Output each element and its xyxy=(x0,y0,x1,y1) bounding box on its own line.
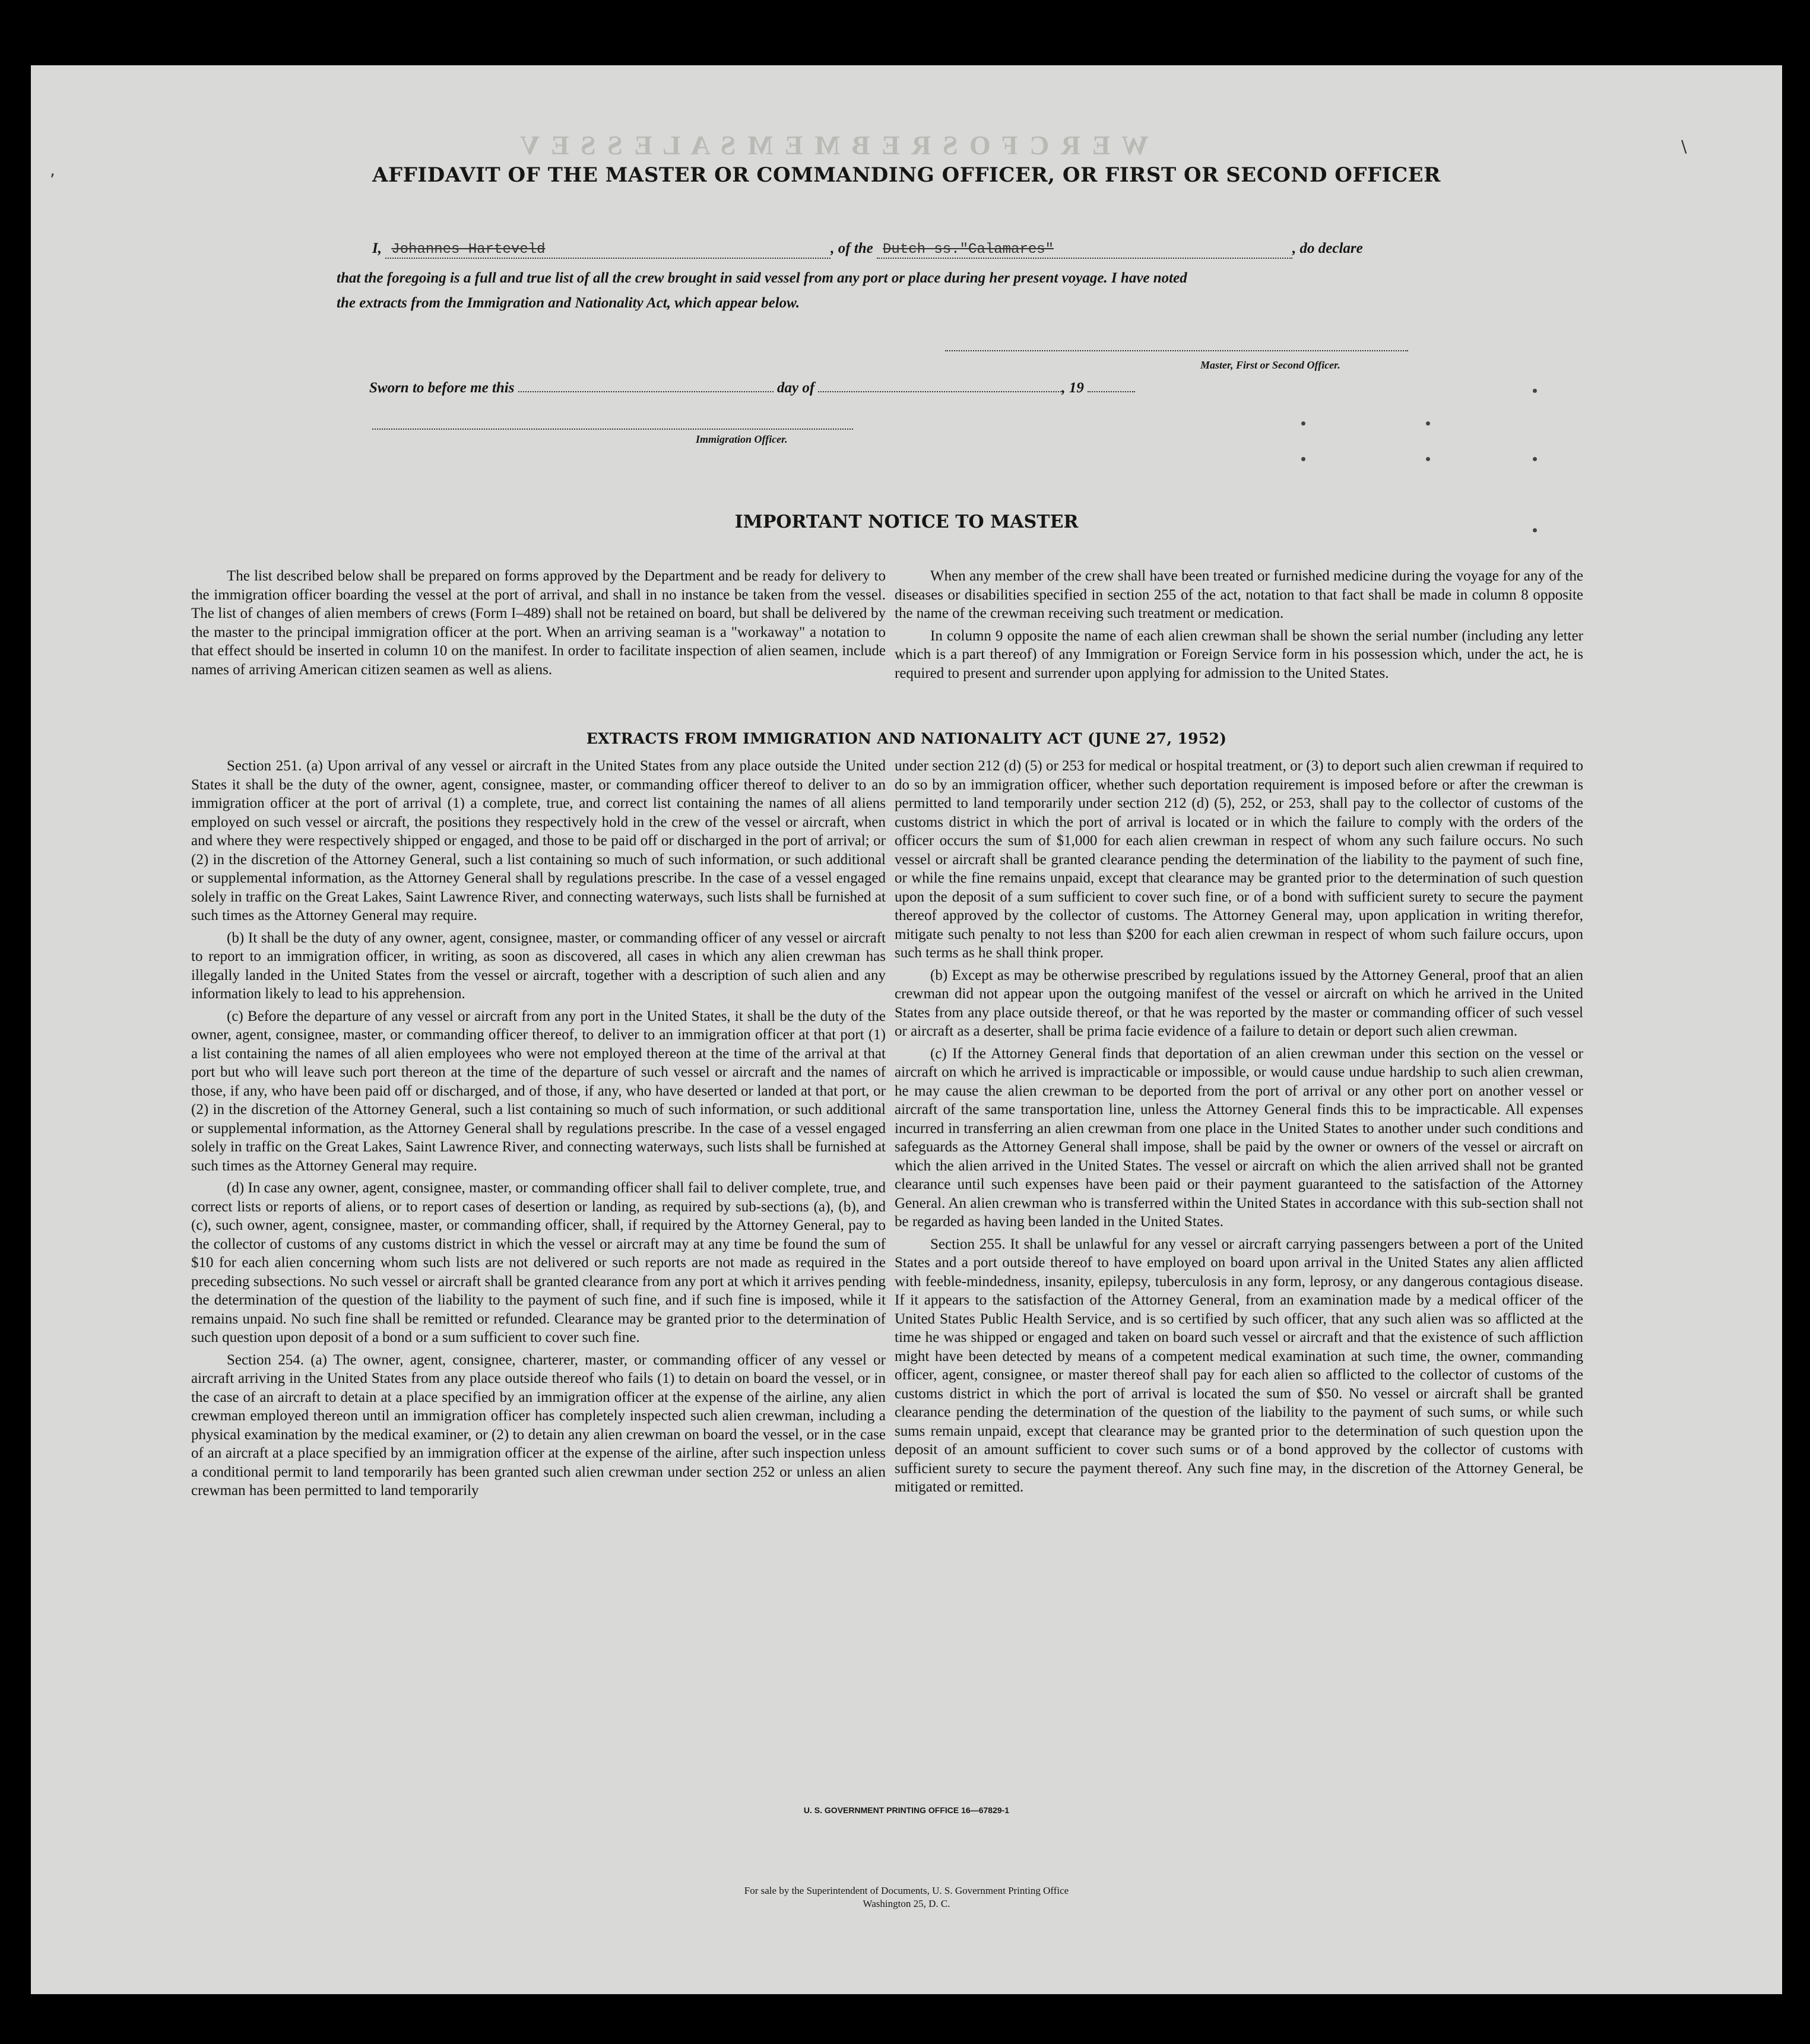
vessel-name-field[interactable]: Dutch ss."Calamares" xyxy=(877,242,1292,259)
declaration-line xyxy=(372,240,1363,259)
footer-line-1: For sale by the Superintendent of Documents, U. S. Government Printing Office xyxy=(744,1885,1069,1896)
bleed-dot xyxy=(1301,421,1305,426)
sworn-day-field[interactable] xyxy=(518,391,774,392)
margin-mark: , xyxy=(50,160,55,180)
footer-line-2: Washington 25, D. C. xyxy=(863,1898,950,1909)
immigration-officer-caption: Immigration Officer. xyxy=(696,433,788,445)
extract-left-251d: (d) In case any owner, agent, consignee, master, or commanding officer shall fail to deliver complete, true, and correct lists or reports of aliens, or to report cases of desertion or landing, as required by sub-sections (a), (b), and (c), such owner, agent, consignee, master, or commanding officer, shall, if required by the Attorney General, pay to the collector of customs of any customs district in which the vessel or aircraft may at any time be found the sum of $10 for each alien concerning whom such lists are not delivered or such reports are not made as required in the preceding subsections. No such vessel or aircraft shall be granted clearance from any port at which it arrives pending the determination of the question of the liability to the payment of such fine, and if such fine is imposed, while it remains unpaid. No such fine shall be remitted or refunded. Clearance may be granted prior to the determination of such question upon deposit of a bond or a sum sufficient to cover such fine. xyxy=(191,1180,886,1345)
notice-right-column xyxy=(895,567,1583,686)
extract-left-251a: Section 251. (a) Upon arrival of any vessel or aircraft in the United States from any place outside the United States it shall be the duty of the owner, agent, consignee, master, or commanding officer thereof to deliver to an immigration officer at the port of arrival (1) a complete, true, and correct list containing the names of all aliens employed on such vessel or aircraft, the positions they respectively hold in the crew of the vessel or aircraft, when and where they were respectively shipped or engaged, and those to be paid off or discharged in the port of arrival; or (2) in the discretion of the Attorney General, such a list containing so much of such information, or such additional or supplemental information, as the Attorney General shall by regulations prescribe. In the case of a vessel engaged solely in traffic on the Great Lakes, Saint Lawrence River, and connecting waterways, such lists shall be furnished at such times as the Attorney General may require. xyxy=(191,758,886,923)
notice-left-paragraph: The list described below shall be prepared on forms approved by the Department and be ready for delivery to the immigration officer boarding the vessel at the port of arrival, and shall in no instance be taken from the vessel. The list of changes of alien members of crews (Form I–489) shall not be retained on board, but shall be delivered by the master to the principal immigration officer at the port. When an arriving seaman is a "workaway" a notation to that effect should be inserted in column 10 on the manifest. In order to facilitate inspection of alien seamen, include names of arriving American citizen seamen as well as aliens. xyxy=(191,568,886,678)
statement-line-1: that the foregoing is a full and true list of all the crew brought in said vessel from any port or place during her present voyage. I have noted xyxy=(337,270,1187,286)
notice-left-column xyxy=(191,567,886,683)
immigration-officer-signature-line[interactable] xyxy=(372,429,853,430)
extract-left-251c: (c) Before the departure of any vessel or aircraft from any port in the United States, it shall be the duty of the owner, agent, consignee, master, or commanding officer thereof, to deliver to an immigration officer at that port (1) a list containing the names of all alien employees who were not employed thereon at the time of the arrival at that port but who will leave such port thereon at the time of the departure of such vessel or aircraft and the names of those, if any, who have been paid off or discharged, and of those, if any, who have deserted or landed at that port, or (2) in the discretion of the Attorney General, such a list containing so much of such information, or such additional or supplemental information, as the Attorney General shall by regulations prescribe. In the case of a vessel engaged solely in traffic on the Great Lakes, Saint Lawrence River, and connecting waterways, such lists shall be furnished at such times as the Attorney General may require. xyxy=(191,1008,886,1174)
day-of-label: day of xyxy=(776,380,815,396)
notice-right-paragraph-1: When any member of the crew shall have been treated or furnished medicine during the voyage for any of the diseases or disabilities specified in section 255 of the act, notation to that fact shall be made in column 8 opposite the name of the crewman receiving such treatment or medication. xyxy=(895,568,1583,621)
extracts-left-column xyxy=(191,757,886,1504)
sworn-year-field[interactable] xyxy=(1088,391,1135,392)
year-prefix: , 19 xyxy=(1061,380,1084,396)
sworn-month-field[interactable] xyxy=(818,391,1061,392)
bleed-dot xyxy=(1426,421,1430,426)
extract-right-255: Section 255. It shall be unlawful for any vessel or aircraft carrying passengers between a port of the United States and a port outside thereof to have employed on board upon arrival in the United States any alien afflicted with feeble-mindedness, insanity, epilepsy, tuberculosis in any form, leprosy, or any dangerous contagious disease. If it appears to the satisfaction of the Attorney General, from an examination made by a medical officer of the United States Public Health Service, and is so certified by such officer, that any such alien was so afflicted at the time he was shipped or engaged and taken on board such vessel or aircraft and that the existence of such affliction might have been detected by means of a competent medical examination at such time, the owner, commanding officer, agent, consignee, or master thereof shall pay for each alien so afflicted to the collector of customs of the customs district in which the port of arrival is located the sum of $50. No vessel or aircraft shall be granted clearance pending the determination of the question of the liability to the payment of such sums, or while such sums remain unpaid, except that clearance may be granted prior to the determination of such question upon the deposit of an amount sufficient to cover such sums or of a bond approved by the collector of customs with sufficient surety to secure the payment thereof. Any such fine may, in the discretion of the Attorney General, be mitigated or remitted. xyxy=(895,1236,1583,1495)
declare-prefix: I, xyxy=(372,240,382,256)
notice-heading: IMPORTANT NOTICE TO MASTER xyxy=(734,512,1079,532)
master-name-field[interactable]: Johannes Harteveld xyxy=(385,242,830,259)
extract-left-251b: (b) It shall be the duty of any owner, agent, consignee, master, or commanding officer of any vessel or aircraft to report to an immigration officer, in writing, as soon as discovered, all cases in which any alien crewman has illegally landed in the United States from the vessel or aircraft, together with a description of such alien and any information likely to lead to his apprehension. xyxy=(191,929,886,1002)
of-the-label: , of the xyxy=(830,240,873,256)
extract-right-254c: (c) If the Attorney General finds that deportation of an alien crewman under this section on the vessel or aircraft on which he arrived is impracticable or impossible, or would cause undue hardship to such alien crewman, he may cause the alien crewman to be deported from the port of arrival or any other port on another vessel or aircraft of the same transportation line, unless the Attorney General finds this to be impracticable. All expenses incurred in transferring an alien crewman from one place in the United States to another under such conditions and safeguards as the Attorney General shall impose, shall be paid by the owner or owners of the vessel or aircraft on which the alien arrived in the United States. The vessel or aircraft on which the alien arrived shall not be granted clearance until such expenses have been paid or their payment guaranteed to the satisfaction of the Attorney General. An alien crewman who is transferred within the United States in accordance with this sub-section shall not be regarded as having been landed in the United States. xyxy=(895,1045,1583,1230)
extract-left-254a: Section 254. (a) The owner, agent, consignee, charterer, master, or commanding officer of any vessel or aircraft arriving in the United States from any place outside thereof who fails (1) to detain on board the vessel, or in the case of an aircraft to detain at a place specified by an immigration officer at the expense of the airline, any alien crewman employed thereon until an immigration officer has completely inspected such alien crewman, including a physical examination by the medical examiner, or (2) to detain any alien crewman on board the vessel, or in the case of an aircraft at a place specified by an immigration officer at the expense of the airline, after such inspection unless a conditional permit to land temporarily has been granted such alien crewman under section 252 or unless an alien crewman has been permitted to land temporarily xyxy=(191,1351,886,1499)
bleed-dot xyxy=(1533,457,1537,461)
statement-line-2: the extracts from the Immigration and Nationality Act, which appear below. xyxy=(337,295,800,311)
master-signature-line[interactable] xyxy=(945,350,1408,351)
sworn-prefix: Sworn to before me this xyxy=(369,380,515,396)
printing-office-code: U. S. GOVERNMENT PRINTING OFFICE 16—67829-1 xyxy=(803,1805,1010,1815)
affidavit-title: AFFIDAVIT OF THE MASTER OR COMMANDING OFFICER, OR FIRST OR SECOND OFFICER xyxy=(372,163,1441,187)
margin-mark: \ xyxy=(1681,137,1687,156)
bleed-dot xyxy=(1426,457,1430,461)
bleed-dot xyxy=(1301,457,1305,461)
bleed-through-marks: W E R C F O S R E B M E M S A L E S S E V xyxy=(518,130,1149,160)
notice-right-paragraph-2: In column 9 opposite the name of each alien crewman shall be shown the serial number (including any letter which is a part thereof) of any Immigration or Foreign Service form in his possession which, under the act, he is required to present and surrender upon applying for admission to the United States. xyxy=(895,627,1583,681)
document-page xyxy=(31,65,1782,1994)
extracts-right-column xyxy=(895,757,1583,1500)
master-caption: Master, First or Second Officer. xyxy=(1200,359,1340,371)
footer xyxy=(31,1884,1782,1910)
do-declare-label: , do declare xyxy=(1292,240,1363,256)
extracts-heading: EXTRACTS FROM IMMIGRATION AND NATIONALITY ACT (JUNE 27, 1952) xyxy=(586,730,1227,747)
extract-right-254a-cont: under section 212 (d) (5) or 253 for medical or hospital treatment, or (3) to deport such alien crewman if required to do so by an immigration officer, whether such deportation requirement is imposed before or after the crewman is permitted to land temporarily under section 212 (d) (5), 252, or 253, shall pay to the collector of customs of the customs district in which the port of arrival is located or in which the failure to comply with the orders of the officer occurs the sum of $1,000 for each alien crewman in respect of whom any such failure occurs. No such vessel or aircraft shall be granted clearance pending the determination of the liability to the payment of such fine, or while the fine remains unpaid, except that clearance may be granted prior to the determination of such question upon the deposit of a sum sufficient to cover such fine, or of a bond with sufficient surety to secure the payment thereof approved by the collector of customs. The Attorney General may, upon application in writing therefor, mitigate such penalty to not less than $200 for each alien crewman in respect of whom such failure occurs, upon such terms as he shall think proper. xyxy=(895,758,1583,961)
bleed-dot xyxy=(1533,389,1537,393)
sworn-line xyxy=(369,380,1135,396)
extract-right-254b: (b) Except as may be otherwise prescribed by regulations issued by the Attorney General, proof that an alien crewman did not appear upon the outgoing manifest of the vessel or aircraft on which he arrived in the United States from any place outside thereof, or that he was reported by the master or commanding officer of such vessel or aircraft as a deserter, shall be prima facie evidence of a failure to detain or deport such alien crewman. xyxy=(895,967,1583,1039)
